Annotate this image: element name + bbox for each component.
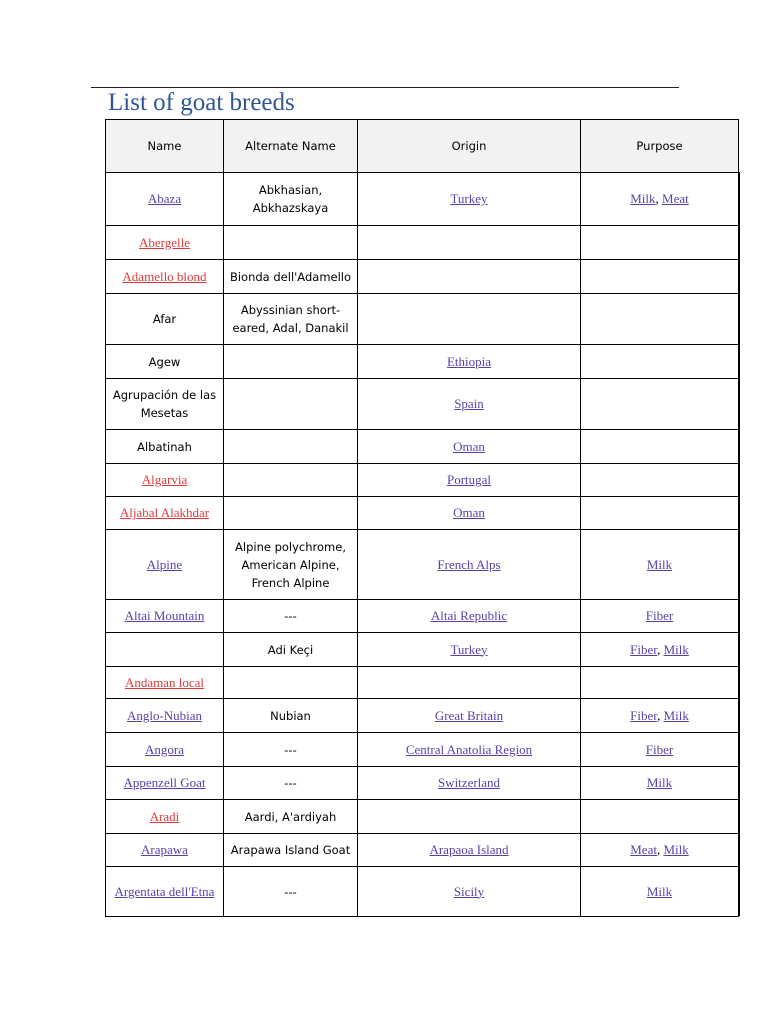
cell-purpose	[581, 767, 739, 800]
table-row	[106, 173, 739, 226]
purpose-separator: ,	[655, 191, 663, 206]
cell-origin	[358, 430, 581, 464]
cell-name	[106, 260, 224, 294]
header-alternate-name: Alternate Name	[224, 120, 358, 173]
breed-name-link[interactable]: Angora	[145, 741, 184, 757]
table-row	[106, 379, 739, 430]
cell-origin	[358, 226, 581, 260]
cell-alternate-name	[224, 464, 358, 497]
cell-name	[106, 294, 224, 345]
cell-name	[106, 430, 224, 464]
purpose-link[interactable]: Milk	[663, 707, 689, 723]
cell-alternate-name: ---	[224, 767, 358, 800]
table-header-row	[106, 120, 739, 173]
cell-alternate-name: ---	[224, 733, 358, 767]
cell-purpose	[581, 379, 739, 430]
cell-purpose	[581, 834, 739, 867]
breeds-table-wrap	[105, 119, 739, 917]
purpose-link[interactable]: Meat	[662, 191, 689, 206]
origin-link[interactable]: Oman	[453, 505, 485, 520]
table-row	[106, 260, 739, 294]
page-title: List of goat breeds	[108, 89, 295, 116]
origin-link[interactable]: Central Anatolia Region	[405, 741, 533, 757]
breed-name-link[interactable]: Alpine	[146, 556, 183, 572]
origin-link[interactable]: Turkey	[450, 641, 488, 657]
table-row	[106, 430, 739, 464]
breed-name-link[interactable]: Algarvia	[141, 472, 188, 487]
cell-alternate-name	[224, 430, 358, 464]
cell-origin	[358, 767, 581, 800]
header-purpose: Purpose	[581, 120, 739, 173]
cell-name	[106, 497, 224, 530]
purpose-separator: ,	[656, 842, 664, 857]
table-row	[106, 699, 739, 733]
cell-alternate-name	[224, 345, 358, 379]
cell-name	[106, 226, 224, 260]
cell-purpose	[581, 260, 739, 294]
breed-name-text: Agrupación de las Mesetas	[112, 388, 217, 420]
cell-purpose	[581, 600, 739, 633]
cell-name	[106, 834, 224, 867]
purpose-separator: ,	[657, 641, 664, 657]
table-body	[106, 173, 739, 917]
cell-alternate-name: Adi Keçi	[224, 633, 358, 667]
cell-purpose	[581, 430, 739, 464]
cell-purpose	[581, 345, 739, 379]
cell-origin	[358, 800, 581, 834]
origin-link[interactable]: Spain	[454, 396, 484, 411]
breed-name-link[interactable]: Aljabal Alakhdar	[119, 505, 210, 520]
cell-origin	[358, 633, 581, 667]
cell-alternate-name	[224, 379, 358, 430]
purpose-link[interactable]: Milk	[630, 191, 656, 206]
cell-origin	[358, 294, 581, 345]
breed-name-link[interactable]: Adamello blond	[122, 268, 207, 284]
cell-name	[106, 600, 224, 633]
purpose-link[interactable]: Milk	[646, 556, 673, 572]
breed-name-link[interactable]: Aradi	[149, 808, 180, 824]
cell-purpose	[581, 733, 739, 767]
cell-name	[106, 633, 224, 667]
cell-origin	[358, 834, 581, 867]
cell-name	[106, 173, 224, 226]
cell-purpose	[581, 294, 739, 345]
cell-purpose	[581, 867, 739, 917]
breed-name-link[interactable]: Appenzell Goat	[123, 775, 206, 790]
table-row	[106, 600, 739, 633]
cell-alternate-name	[224, 667, 358, 699]
cell-purpose	[581, 800, 739, 834]
cell-name	[106, 379, 224, 430]
cell-name	[106, 345, 224, 379]
cell-name	[106, 867, 224, 917]
cell-alternate-name	[224, 226, 358, 260]
cell-origin	[358, 345, 581, 379]
cell-purpose	[581, 497, 739, 530]
cell-name	[106, 767, 224, 800]
table-row	[106, 767, 739, 800]
cell-alternate-name: Arapawa Island Goat	[224, 834, 358, 867]
cell-origin	[358, 260, 581, 294]
cell-origin	[358, 867, 581, 917]
table-row	[106, 464, 739, 497]
cell-name	[106, 733, 224, 767]
cell-origin	[358, 173, 581, 226]
cell-name	[106, 699, 224, 733]
table-row	[106, 345, 739, 379]
cell-origin	[358, 464, 581, 497]
origin-link[interactable]: Ethiopia	[446, 353, 492, 369]
cell-alternate-name: Bionda dell'Adamello	[224, 260, 358, 294]
cell-alternate-name: Nubian	[224, 699, 358, 733]
cell-origin	[358, 733, 581, 767]
header-origin: Origin	[358, 120, 581, 173]
cell-name	[106, 667, 224, 699]
cell-origin	[358, 699, 581, 733]
purpose-link[interactable]: Fiber	[630, 641, 658, 657]
purpose-link[interactable]: Milk	[663, 842, 689, 857]
origin-link[interactable]: Switzerland	[437, 775, 501, 790]
cell-purpose	[581, 226, 739, 260]
origin-link[interactable]: Oman	[453, 438, 485, 454]
header-name: Name	[106, 120, 224, 173]
cell-name	[106, 464, 224, 497]
purpose-link[interactable]: Milk	[663, 641, 689, 657]
breed-name-text: Agew	[148, 354, 181, 369]
cell-alternate-name	[224, 497, 358, 530]
cell-origin	[358, 667, 581, 699]
breed-name-link[interactable]: Anglo-Nubian	[126, 707, 203, 723]
breed-name-link[interactable]: Andaman local	[124, 674, 205, 690]
cell-purpose	[581, 633, 739, 667]
cell-name	[106, 800, 224, 834]
table-row	[106, 834, 739, 867]
origin-link[interactable]: Altai Republic	[430, 608, 508, 623]
cell-purpose	[581, 530, 739, 600]
cell-alternate-name: ---	[224, 600, 358, 633]
cell-purpose	[581, 699, 739, 733]
table-row	[106, 226, 739, 260]
table-row	[106, 497, 739, 530]
cell-purpose	[581, 464, 739, 497]
cell-origin	[358, 497, 581, 530]
cell-origin	[358, 600, 581, 633]
table-row	[106, 633, 739, 667]
origin-link[interactable]: Turkey	[450, 191, 488, 206]
table-row	[106, 530, 739, 600]
goat-breeds-table	[105, 119, 739, 917]
cell-origin	[358, 379, 581, 430]
breed-name-text: Albatinah	[137, 439, 192, 454]
cell-alternate-name: Abkhasian, Abkhazskaya	[224, 173, 358, 226]
purpose-link[interactable]: Fiber	[630, 707, 658, 723]
breed-name-link[interactable]: Abergelle	[138, 234, 191, 250]
purpose-link[interactable]: Milk	[646, 775, 673, 790]
cell-alternate-name: Alpine polychrome, American Alpine, French Alpine	[224, 530, 358, 600]
table-row	[106, 294, 739, 345]
table-row	[106, 667, 739, 699]
origin-link[interactable]: Arapaoa Island	[429, 842, 509, 857]
purpose-separator: ,	[657, 707, 664, 723]
origin-link[interactable]: French Alps	[437, 556, 501, 572]
purpose-link[interactable]: Milk	[646, 883, 673, 899]
breed-name-link[interactable]: Abaza	[147, 191, 182, 206]
origin-link[interactable]: Great Britain	[434, 707, 504, 723]
breed-name-link[interactable]: Altai Mountain	[124, 608, 205, 623]
cell-alternate-name: Abyssinian short-eared, Adal, Danakil	[224, 294, 358, 345]
cell-alternate-name: Aardi, A'ardiyah	[224, 800, 358, 834]
purpose-link[interactable]: Fiber	[645, 608, 674, 623]
breed-name-link[interactable]: Argentata dell'Etna	[114, 883, 215, 899]
table-row	[106, 800, 739, 834]
purpose-link[interactable]: Fiber	[645, 741, 674, 757]
cell-origin	[358, 530, 581, 600]
purpose-link[interactable]: Meat	[630, 842, 657, 857]
cell-purpose	[581, 667, 739, 699]
table-row	[106, 867, 739, 917]
table-row	[106, 733, 739, 767]
breed-name-text: Afar	[152, 312, 177, 326]
breed-name-link[interactable]: Arapawa	[141, 842, 188, 857]
cell-alternate-name: ---	[224, 867, 358, 917]
origin-link[interactable]: Sicily	[453, 883, 485, 899]
cell-purpose	[581, 173, 739, 226]
origin-link[interactable]: Portugal	[446, 472, 492, 487]
cell-name	[106, 530, 224, 600]
